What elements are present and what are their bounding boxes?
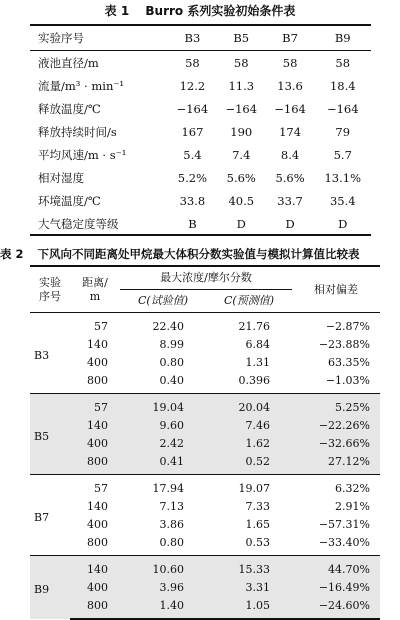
table2-c-pred: 7.33: [245, 499, 270, 513]
table1-cell: 11.3: [228, 78, 255, 93]
table2-row: [30, 475, 380, 498]
table1-cell: 7.4: [232, 147, 251, 162]
table2-deviation: −23.88%: [318, 337, 370, 351]
table2-c-pred: 0.53: [245, 535, 270, 549]
table1-header-b9: B9: [314, 26, 371, 51]
table1-cell: 167: [181, 124, 204, 139]
table1-row-label: 环境温度/℃: [38, 193, 101, 208]
table2-header-group: 最大浓度/摩尔分数: [120, 266, 292, 290]
table1-cell: 5.2%: [177, 170, 208, 185]
table1-cell: −164: [274, 101, 306, 116]
table2-row: [30, 556, 380, 579]
table2-header-distance: [70, 266, 120, 313]
table2-c-pred: 0.396: [238, 373, 270, 387]
table2-c-pred: 7.46: [206, 416, 292, 434]
table2-row: [30, 313, 380, 336]
table2-c-exp: 0.80: [159, 355, 184, 369]
table2-deviation: −16.49%: [292, 578, 380, 596]
table2-c-pred: 1.05: [206, 596, 292, 619]
table1-cell: 174: [279, 124, 302, 139]
table2-distance: 140: [87, 337, 108, 351]
table2-caption: [0, 246, 400, 262]
table2-c-exp: 10.60: [120, 556, 206, 579]
table2-exp-label: B3: [34, 348, 50, 362]
table2-distance: 800: [87, 535, 108, 549]
table2-deviation: 27.12%: [292, 452, 380, 475]
table2-header-distance-line1: 距离/: [82, 275, 108, 289]
table2-distance: 800: [70, 452, 120, 475]
table1: [30, 26, 371, 235]
table2-deviation: −24.60%: [292, 596, 380, 619]
table2-deviation: −2.87%: [325, 319, 370, 333]
table1-cell: 58: [335, 55, 351, 70]
table2-row: [30, 416, 380, 434]
table2-c-exp: 0.41: [120, 452, 206, 475]
table2-deviation: 63.35%: [328, 355, 370, 369]
table1-cell: 5.7: [333, 147, 352, 162]
table2-deviation: −33.40%: [318, 535, 370, 549]
table2-row: [30, 394, 380, 417]
table1-cell: 79: [335, 124, 351, 139]
table2-deviation: 2.91%: [335, 499, 370, 513]
table1-row-label: 相对湿度: [38, 170, 84, 185]
table2-c-exp: 3.86: [159, 517, 184, 531]
table1-cell: −164: [176, 101, 209, 116]
table2-deviation: 5.25%: [292, 394, 380, 417]
table2-row: [30, 335, 380, 353]
table1-cell: 12.2: [179, 78, 206, 93]
table2-distance: 400: [87, 517, 108, 531]
table1-cell: −164: [225, 101, 258, 116]
table1-row-label: 平均风速/m · s⁻¹: [38, 147, 127, 162]
table2-row: [30, 452, 380, 475]
table2-c-exp: 2.42: [120, 434, 206, 452]
table2-c-exp: 7.13: [159, 499, 184, 513]
table2-header-exp-line1: 实验: [39, 275, 61, 289]
table1-row-label: 大气稳定度等级: [38, 216, 119, 231]
table2-row: [30, 434, 380, 452]
table2-distance: 400: [70, 578, 120, 596]
table1-row-label: 流量/m³ · min⁻¹: [38, 78, 125, 93]
table2-c-pred: 21.76: [238, 319, 270, 333]
table1-row: [30, 166, 371, 189]
table2-exp-label: B5: [30, 394, 70, 475]
table2-row: [30, 353, 380, 371]
table2-c-pred: 6.84: [245, 337, 270, 351]
table1-number: 表 1: [104, 4, 130, 18]
table2-c-exp: 22.40: [152, 319, 184, 333]
table1-cell: −164: [326, 101, 359, 116]
table1-row: [30, 51, 371, 75]
table2-header-row-1: [30, 266, 380, 290]
table1-header-b3: B3: [168, 26, 217, 51]
table1-row: [30, 120, 371, 143]
table2-deviation: −57.31%: [318, 517, 370, 531]
table2-distance: 800: [70, 596, 120, 619]
table2-header-c-pred: C(预测值): [206, 290, 292, 313]
table1-header-label: 实验序号: [30, 26, 168, 51]
table2-header-c-exp: C(试验值): [120, 290, 206, 313]
table1-cell: 40.5: [228, 193, 255, 208]
table2-header-distance-line2: m: [89, 289, 101, 303]
table2-distance: 400: [87, 355, 108, 369]
table1-cell: 58: [282, 55, 298, 70]
table1-cell: 8.4: [280, 147, 300, 162]
table2-header-exp: [30, 266, 70, 313]
table1-row-label: 释放持续时间/s: [38, 124, 117, 139]
table2-row: [30, 497, 380, 515]
table1-cell: D: [338, 216, 348, 231]
table1-row-label: 液池直径/m: [38, 55, 99, 70]
table1-row: [30, 212, 371, 235]
table1-cell: 13.6: [277, 78, 303, 93]
table2-row: [30, 578, 380, 596]
table2-c-pred: 3.31: [206, 578, 292, 596]
table2-c-exp: 9.60: [120, 416, 206, 434]
table2-deviation: 6.32%: [292, 475, 380, 498]
table2-deviation: −1.03%: [325, 373, 370, 387]
table2-c-pred: 1.31: [245, 355, 270, 369]
table2-c-exp: 8.99: [159, 337, 184, 351]
table1-header-b5: B5: [217, 26, 266, 51]
table2-c-pred: 1.65: [245, 517, 270, 531]
table2-c-pred: 19.07: [206, 475, 292, 498]
table1-row-label: 释放温度/℃: [38, 101, 101, 116]
table1-row: [30, 189, 371, 212]
table2-distance: 57: [94, 319, 108, 333]
table2-row: [30, 596, 380, 619]
table2-distance: 400: [70, 434, 120, 452]
table1-cell: 5.4: [183, 147, 202, 162]
table2-distance: 57: [70, 394, 120, 417]
table1-cell: D: [236, 216, 246, 231]
table2-deviation: 44.70%: [292, 556, 380, 579]
table2-c-exp: 0.80: [159, 535, 184, 549]
table2-c-pred: 15.33: [206, 556, 292, 579]
table2-distance: 140: [70, 416, 120, 434]
table2-header-deviation: 相对偏差: [292, 266, 380, 313]
table2-row: [30, 371, 380, 394]
table2-exp-label: B7: [30, 475, 70, 556]
table1-header-b7: B7: [266, 26, 315, 51]
table2-distance: 57: [70, 475, 120, 498]
table2-title: 下风向不同距离处甲烷最大体积分数实验值与模拟计算值比较表: [37, 247, 360, 261]
table2-c-exp: 0.40: [159, 373, 184, 387]
table1-cell: B: [188, 216, 197, 231]
table2-distance: 140: [70, 556, 120, 579]
table2: [30, 265, 380, 620]
table2-c-exp: 3.96: [120, 578, 206, 596]
table1-cell: 190: [230, 124, 253, 139]
table2-deviation: −32.66%: [292, 434, 380, 452]
table1-caption: [0, 2, 400, 19]
table1-cell: 5.6%: [275, 170, 305, 185]
table1-cell: D: [285, 216, 295, 231]
table2-c-exp: 1.40: [120, 596, 206, 619]
table2-header-exp-line2: 序号: [39, 289, 61, 303]
table2-c-pred: 0.52: [206, 452, 292, 475]
table1-cell: 13.1%: [324, 170, 362, 185]
table2-c-exp: 19.04: [120, 394, 206, 417]
table1-row: [30, 143, 371, 166]
table1-cell: 5.6%: [226, 170, 256, 185]
table1-cell: 18.4: [329, 78, 356, 93]
table2-row: [30, 515, 380, 533]
table2-c-pred: 1.62: [206, 434, 292, 452]
table1-cell: 58: [233, 55, 249, 70]
table1-row: [30, 74, 371, 97]
table1-cell: 58: [185, 55, 200, 70]
table2-c-pred: 20.04: [206, 394, 292, 417]
table2-number: 表 2: [0, 247, 24, 261]
table2-distance: 140: [87, 499, 108, 513]
table1-title: Burro 系列实验初始条件表: [145, 4, 296, 18]
table1-cell: 35.4: [329, 193, 356, 208]
table2-exp-label: B9: [30, 556, 70, 620]
table1-header-row: [30, 26, 371, 51]
table1-cell: 33.8: [179, 193, 206, 208]
table2-deviation: −22.26%: [292, 416, 380, 434]
table2-row: [30, 533, 380, 556]
table1-row: [30, 97, 371, 120]
table2-c-exp: 17.94: [120, 475, 206, 498]
table2-distance: 800: [87, 373, 108, 387]
table1-cell: 33.7: [277, 193, 303, 208]
